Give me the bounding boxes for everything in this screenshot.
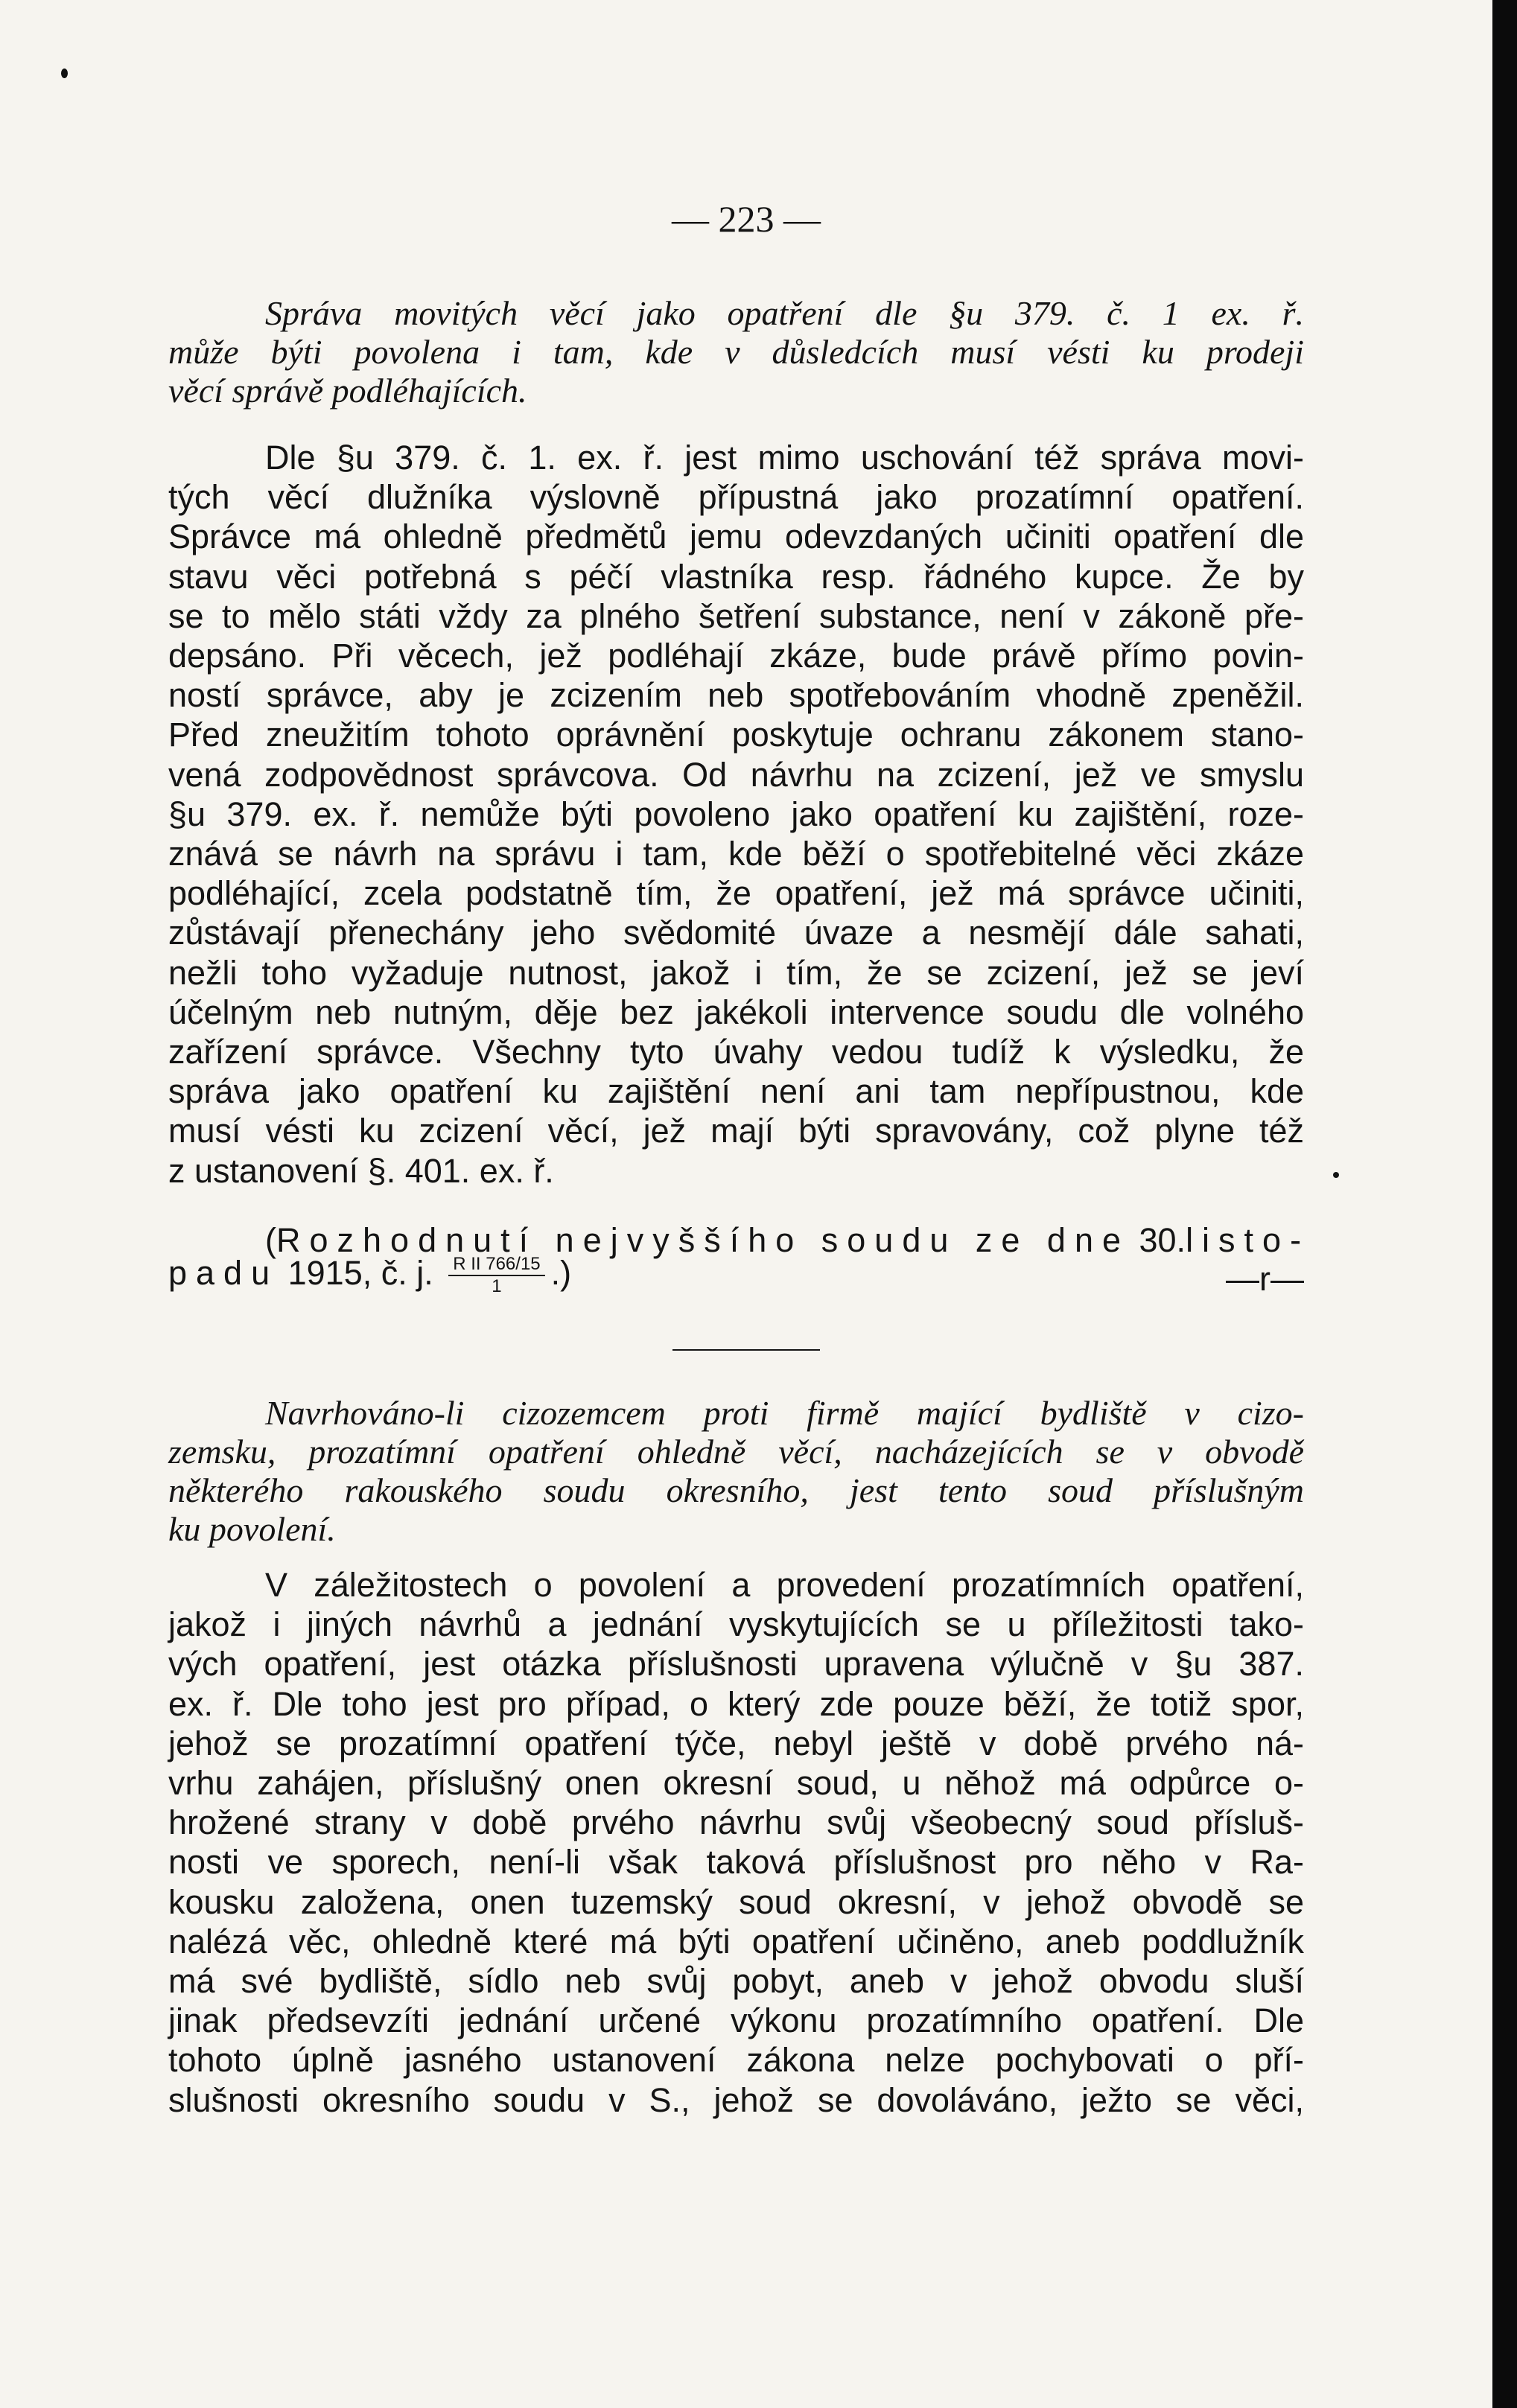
body-line: tých věcí dlužníka výslovně přípustná jako prozatímní opatření. [168,478,1304,517]
body-line: jinak předsevzíti jednání určené výkonu prozatímního opatření. Dle [168,2001,1304,2040]
body-line: ex. ř. Dle toho jest pro případ, o který zde pouze běží, že totiž spor, [168,1684,1304,1723]
body-line: znává se návrh na správu i tam, kde běží o spotřebitelné věci zkáze [168,835,1304,873]
body-line: tohoto úplně jasného ustanovení zákona nelze pochybovati o pří- [168,2041,1304,2080]
margin-dot [1333,1172,1339,1178]
citation-date: 30. [1130,1221,1186,1259]
body-line: Dle §u 379. č. 1. ex. ř. jest mimo uschování též správa movi- [265,439,1304,477]
heading-line: Navrhováno-li cizozemcem proti firmě mající bydliště v cizo- [265,1394,1304,1432]
body-line: účelným neb nutným, děje bez jakékoli intervence soudu dle volného [168,993,1304,1031]
body-line: z ustanovení §. 401. ex. ř. [168,1151,554,1190]
citation-month-end: padu [168,1254,279,1292]
body-line: depsáno. Při věcech, jež podléhají zkáze, bude právě přímo povin- [168,637,1304,675]
body-line: zařízení správce. Všechny tyto úvahy vedou tudíž k výsledku, že [168,1033,1304,1071]
body-line: V záležitostech o povolení a provedení prozatímních opatření, [265,1566,1304,1604]
heading-line: Správa movitých věcí jako opatření dle §u 379. č. 1 ex. ř. [265,294,1304,332]
body-line: zůstávají přenechány jeho svědomité úvaze a nesmějí dále sahati, [168,914,1304,952]
heading-line: může býti povolena i tam, kde v důsledcích musí vésti ku prodeji [168,333,1304,371]
body-line: §u 379. ex. ř. nemůže býti povoleno jako opatření ku zajištění, roze- [168,794,1304,833]
body-line: jakož i jiných návrhů a jednání vyskytujících se u příležitosti tako- [168,1605,1304,1644]
body-line: stavu věci potřebná s péčí vlastníka resp. řádného kupce. Že by [168,557,1304,596]
citation-line-2 [168,1254,571,1297]
body-line: Před zneužitím tohoto oprávnění poskytuje ochranu zákonem stano- [168,716,1304,754]
body-line: má své bydliště, sídlo neb svůj pobyt, aneb v jehož obvodu sluší [168,1962,1304,2001]
heading-line: zemsku, prozatímní opatření ohledně věcí, nacházejících se v obvodě [168,1433,1304,1471]
scan-border [1492,0,1517,2408]
citation-month-start: listo- [1186,1221,1311,1259]
body-line: kousku založena, onen tuzemský soud okresní, v jehož obvodě se [168,1882,1304,1921]
heading-line: ku povolení. [168,1510,336,1548]
citation-close: .) [550,1254,572,1292]
section2-heading [168,1394,1304,1549]
body-line: ností správce, aby je zcizením neb spotřebováním vhodně zpeněžil. [168,676,1304,715]
page-number: — 223 — [672,198,821,240]
section1-body [168,438,1304,1191]
case-number-fraction [448,1254,544,1297]
scan-speck [61,69,68,78]
body-line: vená zodpovědnost správcova. Od návrhu na zcizení, jež ve smyslu [168,755,1304,794]
author-signature: —r— [1226,1260,1304,1298]
section-divider [672,1349,820,1351]
section1-heading [168,294,1304,410]
body-line: vých opatření, jest otázka příslušnosti upravena výlučně v §u 387. [168,1645,1304,1684]
heading-line: některého rakouského soudu okresního, jest tento soud příslušným [168,1471,1304,1509]
fraction-numerator: R II 766/15 [448,1254,544,1276]
body-line: vrhu zahájen, příslušný onen okresní soud, u něhož má odpůrce o- [168,1764,1304,1803]
body-line: slušnosti okresního soudu v S., jehož se dovoláváno, ježto se věci, [168,2080,1304,2119]
body-line: jehož se prozatímní opatření týče, nebyl ještě v době prvého ná- [168,1724,1304,1762]
section2-body [168,1565,1304,2120]
body-line: podléhající, zcela podstatně tím, že opatření, jež má správce učiniti, [168,874,1304,913]
body-line: správa jako opatření ku zajištění není ani tam nepřípustnou, kde [168,1072,1304,1111]
body-line: nalézá věc, ohledně které má býti opatření učiněno, aneb poddlužník [168,1922,1304,1961]
body-line: nežli toho vyžaduje nutnost, jakož i tím, že se zcizení, jež se jeví [168,953,1304,992]
body-line: musí vésti ku zcizení věcí, jež mají býti spravovány, což plyne též [168,1112,1304,1150]
citation-year: 1915, č. j. [279,1254,443,1292]
citation-paren: ( [265,1221,276,1259]
body-line: hrožené strany v době prvého návrhu svůj všeobecný soud přísluš- [168,1803,1304,1842]
fraction-denominator: 1 [492,1276,502,1297]
heading-line: věcí správě podléhajících. [168,372,527,410]
citation-court: Rozhodnutí nejvyššího soudu ze dne [276,1221,1130,1259]
body-line: se to mělo státi vždy za plného šetření substance, není v zákoně pře- [168,596,1304,635]
body-line: Správce má ohledně předmětů jemu odevzdaných učiniti opatření dle [168,517,1304,556]
body-line: nosti ve sporech, není-li však taková příslušnost pro něho v Ra- [168,1843,1304,1882]
